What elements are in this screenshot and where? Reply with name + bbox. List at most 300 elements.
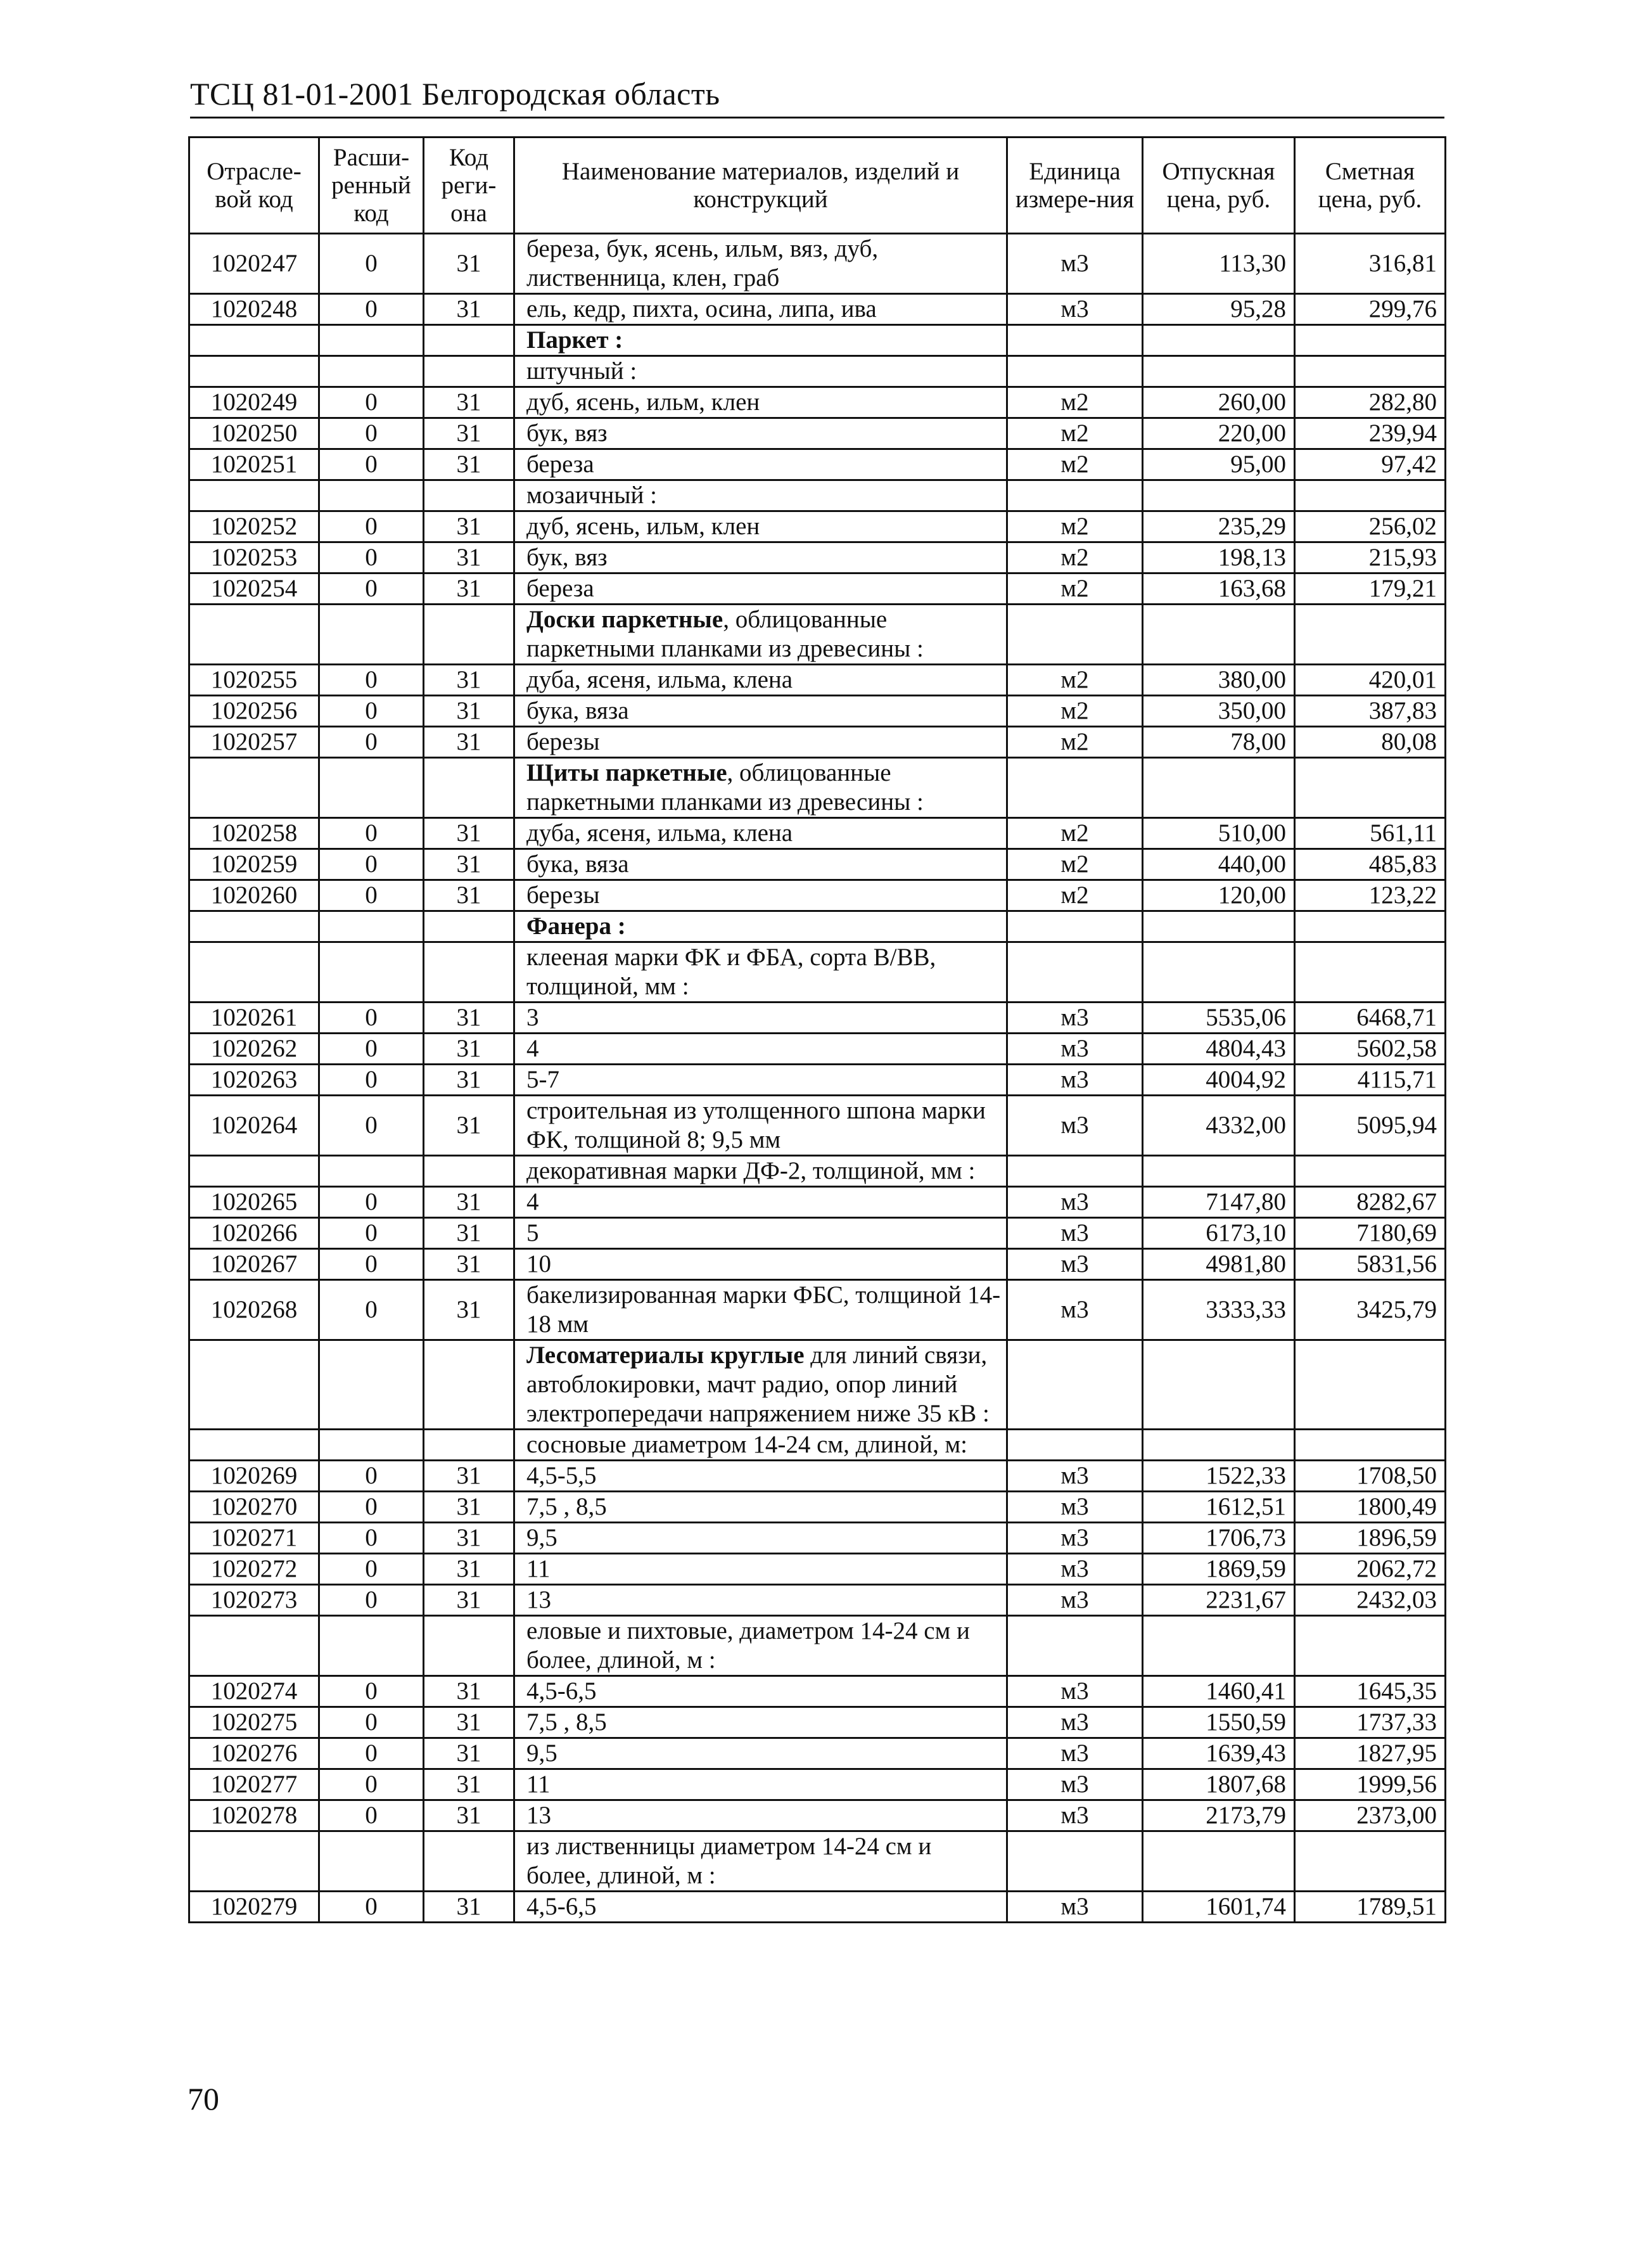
- section-row: [189, 356, 1446, 387]
- extended-code-cell: [319, 942, 424, 1003]
- region-code-cell: 31: [424, 234, 514, 294]
- estimate-price-cell: 1800,49: [1295, 1492, 1446, 1523]
- section-row: [189, 480, 1446, 511]
- release-price-cell: 510,00: [1143, 818, 1295, 849]
- industry-code-cell: 1020257: [189, 727, 319, 758]
- unit-cell: м2: [1007, 880, 1143, 911]
- industry-code-cell: 1020247: [189, 234, 319, 294]
- extended-code-cell: [319, 325, 424, 356]
- unit-cell: м3: [1007, 1003, 1143, 1034]
- industry-code-cell: [189, 480, 319, 511]
- material-name-cell: [514, 758, 1007, 818]
- column-header: Расши-ренный код: [319, 138, 424, 234]
- industry-code-cell: 1020249: [189, 387, 319, 418]
- section-heading: Щиты паркетные: [526, 759, 727, 786]
- region-code-cell: 31: [424, 1249, 514, 1280]
- unit-cell: м2: [1007, 849, 1143, 880]
- region-code-cell: [424, 356, 514, 387]
- table-row: [189, 1096, 1446, 1156]
- table-row: [189, 542, 1446, 573]
- unit-cell: м3: [1007, 1800, 1143, 1831]
- material-name-cell: 4: [514, 1187, 1007, 1218]
- unit-cell: [1007, 325, 1143, 356]
- estimate-price-cell: [1295, 1616, 1446, 1676]
- estimate-price-cell: [1295, 1831, 1446, 1892]
- unit-cell: [1007, 1340, 1143, 1430]
- unit-cell: м3: [1007, 234, 1143, 294]
- release-price-cell: 220,00: [1143, 418, 1295, 449]
- estimate-price-cell: 3425,79: [1295, 1280, 1446, 1340]
- table-body: [189, 234, 1446, 1923]
- estimate-price-cell: 387,83: [1295, 696, 1446, 727]
- release-price-cell: 3333,33: [1143, 1280, 1295, 1340]
- region-code-cell: 31: [424, 1218, 514, 1249]
- extended-code-cell: [319, 1430, 424, 1461]
- unit-cell: м3: [1007, 294, 1143, 325]
- unit-cell: м3: [1007, 1218, 1143, 1249]
- region-code-cell: 31: [424, 511, 514, 542]
- industry-code-cell: 1020252: [189, 511, 319, 542]
- table-row: [189, 1676, 1446, 1707]
- table-row: [189, 727, 1446, 758]
- estimate-price-cell: [1295, 1340, 1446, 1430]
- release-price-cell: 1601,74: [1143, 1892, 1295, 1923]
- table-row: [189, 387, 1446, 418]
- material-name-cell: березы: [514, 727, 1007, 758]
- extended-code-cell: 0: [319, 511, 424, 542]
- release-price-cell: 4981,80: [1143, 1249, 1295, 1280]
- region-code-cell: 31: [424, 1769, 514, 1800]
- industry-code-cell: 1020273: [189, 1585, 319, 1616]
- material-name-cell: клееная марки ФК и ФБА, сорта В/ВВ, толщиной, мм :: [514, 942, 1007, 1003]
- unit-cell: м3: [1007, 1707, 1143, 1738]
- unit-cell: м3: [1007, 1523, 1143, 1554]
- release-price-cell: 4332,00: [1143, 1096, 1295, 1156]
- material-name-cell: декоративная марки ДФ-2, толщиной, мм :: [514, 1156, 1007, 1187]
- extended-code-cell: 0: [319, 880, 424, 911]
- release-price-cell: [1143, 1831, 1295, 1892]
- material-name-cell: 7,5 , 8,5: [514, 1492, 1007, 1523]
- material-name-cell: 9,5: [514, 1523, 1007, 1554]
- release-price-cell: 95,28: [1143, 294, 1295, 325]
- industry-code-cell: [189, 325, 319, 356]
- industry-code-cell: [189, 1430, 319, 1461]
- region-code-cell: 31: [424, 1585, 514, 1616]
- unit-cell: м3: [1007, 1096, 1143, 1156]
- region-code-cell: 31: [424, 1492, 514, 1523]
- unit-cell: [1007, 1616, 1143, 1676]
- estimate-price-cell: 2062,72: [1295, 1554, 1446, 1585]
- industry-code-cell: 1020275: [189, 1707, 319, 1738]
- release-price-cell: [1143, 758, 1295, 818]
- table-row: [189, 696, 1446, 727]
- extended-code-cell: 0: [319, 1034, 424, 1065]
- column-header: Единица измере-ния: [1007, 138, 1143, 234]
- region-code-cell: 31: [424, 1523, 514, 1554]
- industry-code-cell: 1020274: [189, 1676, 319, 1707]
- region-code-cell: 31: [424, 665, 514, 696]
- table-row: [189, 1492, 1446, 1523]
- estimate-price-cell: 8282,67: [1295, 1187, 1446, 1218]
- release-price-cell: 260,00: [1143, 387, 1295, 418]
- region-code-cell: 31: [424, 294, 514, 325]
- material-name-cell: [514, 911, 1007, 942]
- region-code-cell: [424, 605, 514, 665]
- material-name-cell: 13: [514, 1585, 1007, 1616]
- industry-code-cell: 1020253: [189, 542, 319, 573]
- release-price-cell: 440,00: [1143, 849, 1295, 880]
- unit-cell: [1007, 1156, 1143, 1187]
- release-price-cell: 5535,06: [1143, 1003, 1295, 1034]
- industry-code-cell: 1020254: [189, 573, 319, 605]
- region-code-cell: [424, 480, 514, 511]
- unit-cell: м3: [1007, 1187, 1143, 1218]
- region-code-cell: 31: [424, 1461, 514, 1492]
- extended-code-cell: 0: [319, 1676, 424, 1707]
- column-header: Отпускная цена, руб.: [1143, 138, 1295, 234]
- extended-code-cell: 0: [319, 1800, 424, 1831]
- industry-code-cell: 1020272: [189, 1554, 319, 1585]
- extended-code-cell: 0: [319, 542, 424, 573]
- table-row: [189, 849, 1446, 880]
- material-name-cell: дуба, ясеня, ильма, клена: [514, 818, 1007, 849]
- region-code-cell: 31: [424, 1676, 514, 1707]
- extended-code-cell: 0: [319, 1461, 424, 1492]
- release-price-cell: [1143, 1430, 1295, 1461]
- estimate-price-cell: 6468,71: [1295, 1003, 1446, 1034]
- material-name-cell: 11: [514, 1554, 1007, 1585]
- unit-cell: [1007, 605, 1143, 665]
- industry-code-cell: 1020266: [189, 1218, 319, 1249]
- release-price-cell: 163,68: [1143, 573, 1295, 605]
- industry-code-cell: 1020277: [189, 1769, 319, 1800]
- table-row: [189, 1892, 1446, 1923]
- release-price-cell: 2231,67: [1143, 1585, 1295, 1616]
- material-name-cell: дуб, ясень, ильм, клен: [514, 387, 1007, 418]
- section-heading: Фанера :: [526, 913, 626, 940]
- unit-cell: [1007, 1831, 1143, 1892]
- unit-cell: м3: [1007, 1738, 1143, 1769]
- industry-code-cell: 1020270: [189, 1492, 319, 1523]
- extended-code-cell: 0: [319, 1892, 424, 1923]
- extended-code-cell: [319, 911, 424, 942]
- extended-code-cell: [319, 1156, 424, 1187]
- section-row: [189, 1340, 1446, 1430]
- material-name-cell: 10: [514, 1249, 1007, 1280]
- release-price-cell: 1639,43: [1143, 1738, 1295, 1769]
- column-header: Отрасле-вой код: [189, 138, 319, 234]
- unit-cell: м3: [1007, 1769, 1143, 1800]
- extended-code-cell: [319, 480, 424, 511]
- material-name-cell: ель, кедр, пихта, осина, липа, ива: [514, 294, 1007, 325]
- unit-cell: м2: [1007, 511, 1143, 542]
- estimate-price-cell: 179,21: [1295, 573, 1446, 605]
- table-header-row: [189, 138, 1446, 234]
- industry-code-cell: [189, 1156, 319, 1187]
- table-row: [189, 1769, 1446, 1800]
- industry-code-cell: 1020262: [189, 1034, 319, 1065]
- estimate-price-cell: 1827,95: [1295, 1738, 1446, 1769]
- document-header: ТСЦ 81-01-2001 Белгородская область: [190, 76, 720, 112]
- estimate-price-cell: [1295, 911, 1446, 942]
- estimate-price-cell: 1896,59: [1295, 1523, 1446, 1554]
- release-price-cell: [1143, 911, 1295, 942]
- estimate-price-cell: [1295, 605, 1446, 665]
- table-row: [189, 1218, 1446, 1249]
- estimate-price-cell: 97,42: [1295, 449, 1446, 480]
- estimate-price-cell: 420,01: [1295, 665, 1446, 696]
- section-row: [189, 911, 1446, 942]
- material-name-cell: еловые и пихтовые, диаметром 14-24 см и более, длиной, м :: [514, 1616, 1007, 1676]
- extended-code-cell: 0: [319, 665, 424, 696]
- section-heading: Паркет :: [526, 326, 623, 354]
- table-row: [189, 818, 1446, 849]
- extended-code-cell: [319, 605, 424, 665]
- region-code-cell: 31: [424, 1707, 514, 1738]
- material-name-cell: мозаичный :: [514, 480, 1007, 511]
- unit-cell: м2: [1007, 696, 1143, 727]
- industry-code-cell: 1020258: [189, 818, 319, 849]
- table-row: [189, 573, 1446, 605]
- estimate-price-cell: 2432,03: [1295, 1585, 1446, 1616]
- release-price-cell: 7147,80: [1143, 1187, 1295, 1218]
- material-name-cell: 3: [514, 1003, 1007, 1034]
- table-row: [189, 1249, 1446, 1280]
- material-name-cell: березы: [514, 880, 1007, 911]
- region-code-cell: 31: [424, 1892, 514, 1923]
- extended-code-cell: 0: [319, 1554, 424, 1585]
- release-price-cell: 1612,51: [1143, 1492, 1295, 1523]
- estimate-price-cell: 80,08: [1295, 727, 1446, 758]
- unit-cell: м2: [1007, 449, 1143, 480]
- extended-code-cell: 0: [319, 1707, 424, 1738]
- industry-code-cell: 1020250: [189, 418, 319, 449]
- region-code-cell: 31: [424, 818, 514, 849]
- region-code-cell: 31: [424, 849, 514, 880]
- section-row: [189, 1156, 1446, 1187]
- material-name-cell: 4,5-6,5: [514, 1892, 1007, 1923]
- region-code-cell: 31: [424, 1280, 514, 1340]
- industry-code-cell: [189, 1340, 319, 1430]
- material-name-cell: сосновые диаметром 14-24 см, длиной, м:: [514, 1430, 1007, 1461]
- section-heading: Доски паркетные: [526, 606, 723, 633]
- industry-code-cell: [189, 605, 319, 665]
- material-name-cell: [514, 605, 1007, 665]
- extended-code-cell: 0: [319, 1738, 424, 1769]
- unit-cell: м2: [1007, 818, 1143, 849]
- region-code-cell: 31: [424, 542, 514, 573]
- release-price-cell: 1522,33: [1143, 1461, 1295, 1492]
- extended-code-cell: 0: [319, 1249, 424, 1280]
- table-row: [189, 294, 1446, 325]
- material-name-cell: 7,5 , 8,5: [514, 1707, 1007, 1738]
- section-description: , облицованные паркетными планками из древесины :: [526, 606, 924, 662]
- estimate-price-cell: 282,80: [1295, 387, 1446, 418]
- release-price-cell: 6173,10: [1143, 1218, 1295, 1249]
- release-price-cell: 2173,79: [1143, 1800, 1295, 1831]
- industry-code-cell: 1020271: [189, 1523, 319, 1554]
- release-price-cell: [1143, 605, 1295, 665]
- estimate-price-cell: 561,11: [1295, 818, 1446, 849]
- extended-code-cell: [319, 1831, 424, 1892]
- unit-cell: м3: [1007, 1065, 1143, 1096]
- region-code-cell: 31: [424, 1738, 514, 1769]
- material-name-cell: бакелизированная марки ФБС, толщиной 14-18 мм: [514, 1280, 1007, 1340]
- material-name-cell: 4: [514, 1034, 1007, 1065]
- region-code-cell: 31: [424, 880, 514, 911]
- industry-code-cell: 1020259: [189, 849, 319, 880]
- column-header: Наименование материалов, изделий и конструкций: [514, 138, 1007, 234]
- section-row: [189, 1831, 1446, 1892]
- release-price-cell: [1143, 1156, 1295, 1187]
- material-name-cell: 13: [514, 1800, 1007, 1831]
- extended-code-cell: 0: [319, 727, 424, 758]
- table-row: [189, 665, 1446, 696]
- column-header: Код реги-она: [424, 138, 514, 234]
- section-row: [189, 325, 1446, 356]
- industry-code-cell: [189, 942, 319, 1003]
- material-name-cell: строительная из утолщенного шпона марки ФК, толщиной 8; 9,5 мм: [514, 1096, 1007, 1156]
- extended-code-cell: 0: [319, 1218, 424, 1249]
- material-name-cell: 9,5: [514, 1738, 1007, 1769]
- material-name-cell: дуба, ясеня, ильма, клена: [514, 665, 1007, 696]
- extended-code-cell: 0: [319, 1187, 424, 1218]
- material-name-cell: штучный :: [514, 356, 1007, 387]
- release-price-cell: 120,00: [1143, 880, 1295, 911]
- estimate-price-cell: 316,81: [1295, 234, 1446, 294]
- industry-code-cell: [189, 758, 319, 818]
- extended-code-cell: [319, 1616, 424, 1676]
- table-row: [189, 511, 1446, 542]
- unit-cell: м3: [1007, 1492, 1143, 1523]
- industry-code-cell: 1020261: [189, 1003, 319, 1034]
- table-row: [189, 1738, 1446, 1769]
- release-price-cell: [1143, 356, 1295, 387]
- estimate-price-cell: 1789,51: [1295, 1892, 1446, 1923]
- unit-cell: м2: [1007, 573, 1143, 605]
- material-name-cell: дуб, ясень, ильм, клен: [514, 511, 1007, 542]
- extended-code-cell: 0: [319, 1585, 424, 1616]
- material-name-cell: 4,5-6,5: [514, 1676, 1007, 1707]
- region-code-cell: 31: [424, 387, 514, 418]
- industry-code-cell: 1020269: [189, 1461, 319, 1492]
- unit-cell: м2: [1007, 418, 1143, 449]
- release-price-cell: [1143, 1616, 1295, 1676]
- region-code-cell: 31: [424, 573, 514, 605]
- industry-code-cell: [189, 1831, 319, 1892]
- region-code-cell: [424, 758, 514, 818]
- material-name-cell: 5-7: [514, 1065, 1007, 1096]
- region-code-cell: [424, 942, 514, 1003]
- release-price-cell: 4004,92: [1143, 1065, 1295, 1096]
- estimate-price-cell: 215,93: [1295, 542, 1446, 573]
- release-price-cell: [1143, 325, 1295, 356]
- release-price-cell: 1706,73: [1143, 1523, 1295, 1554]
- release-price-cell: [1143, 942, 1295, 1003]
- region-code-cell: 31: [424, 727, 514, 758]
- unit-cell: [1007, 942, 1143, 1003]
- region-code-cell: 31: [424, 1096, 514, 1156]
- industry-code-cell: [189, 911, 319, 942]
- release-price-cell: 198,13: [1143, 542, 1295, 573]
- table-row: [189, 418, 1446, 449]
- industry-code-cell: 1020251: [189, 449, 319, 480]
- industry-code-cell: 1020279: [189, 1892, 319, 1923]
- extended-code-cell: 0: [319, 1280, 424, 1340]
- extended-code-cell: [319, 1340, 424, 1430]
- material-name-cell: [514, 325, 1007, 356]
- estimate-price-cell: 239,94: [1295, 418, 1446, 449]
- material-name-cell: бука, вяза: [514, 849, 1007, 880]
- region-code-cell: [424, 1340, 514, 1430]
- section-description: для линий связи, автоблокировки, мачт радио, опор линий электропередачи напряжением ниже 35 кВ :: [526, 1342, 990, 1427]
- section-row: [189, 605, 1446, 665]
- estimate-price-cell: 1708,50: [1295, 1461, 1446, 1492]
- industry-code-cell: [189, 1616, 319, 1676]
- unit-cell: м3: [1007, 1554, 1143, 1585]
- estimate-price-cell: 2373,00: [1295, 1800, 1446, 1831]
- table-row: [189, 1065, 1446, 1096]
- region-code-cell: [424, 1156, 514, 1187]
- estimate-price-cell: 7180,69: [1295, 1218, 1446, 1249]
- extended-code-cell: 0: [319, 294, 424, 325]
- table-row: [189, 1461, 1446, 1492]
- industry-code-cell: 1020268: [189, 1280, 319, 1340]
- extended-code-cell: [319, 356, 424, 387]
- estimate-price-cell: 123,22: [1295, 880, 1446, 911]
- material-name-cell: из лиственницы диаметром 14-24 см и более, длиной, м :: [514, 1831, 1007, 1892]
- material-name-cell: бук, вяз: [514, 542, 1007, 573]
- unit-cell: м2: [1007, 387, 1143, 418]
- unit-cell: м3: [1007, 1034, 1143, 1065]
- release-price-cell: [1143, 480, 1295, 511]
- extended-code-cell: 0: [319, 1769, 424, 1800]
- material-name-cell: [514, 1340, 1007, 1430]
- region-code-cell: [424, 1616, 514, 1676]
- unit-cell: м3: [1007, 1585, 1143, 1616]
- unit-cell: м2: [1007, 665, 1143, 696]
- material-name-cell: береза: [514, 449, 1007, 480]
- unit-cell: м3: [1007, 1280, 1143, 1340]
- price-table: [188, 136, 1446, 1923]
- estimate-price-cell: [1295, 758, 1446, 818]
- extended-code-cell: 0: [319, 573, 424, 605]
- section-row: [189, 1616, 1446, 1676]
- extended-code-cell: 0: [319, 418, 424, 449]
- table-row: [189, 234, 1446, 294]
- table-row: [189, 1187, 1446, 1218]
- extended-code-cell: 0: [319, 1003, 424, 1034]
- section-row: [189, 758, 1446, 818]
- industry-code-cell: 1020248: [189, 294, 319, 325]
- release-price-cell: 380,00: [1143, 665, 1295, 696]
- region-code-cell: 31: [424, 696, 514, 727]
- estimate-price-cell: 1645,35: [1295, 1676, 1446, 1707]
- region-code-cell: [424, 1831, 514, 1892]
- region-code-cell: 31: [424, 1554, 514, 1585]
- material-name-cell: 5: [514, 1218, 1007, 1249]
- industry-code-cell: [189, 356, 319, 387]
- table-row: [189, 1280, 1446, 1340]
- page-number: 70: [188, 2081, 219, 2117]
- table-row: [189, 1003, 1446, 1034]
- unit-cell: [1007, 356, 1143, 387]
- release-price-cell: 350,00: [1143, 696, 1295, 727]
- material-name-cell: береза: [514, 573, 1007, 605]
- region-code-cell: [424, 1430, 514, 1461]
- material-name-cell: бук, вяз: [514, 418, 1007, 449]
- region-code-cell: 31: [424, 1187, 514, 1218]
